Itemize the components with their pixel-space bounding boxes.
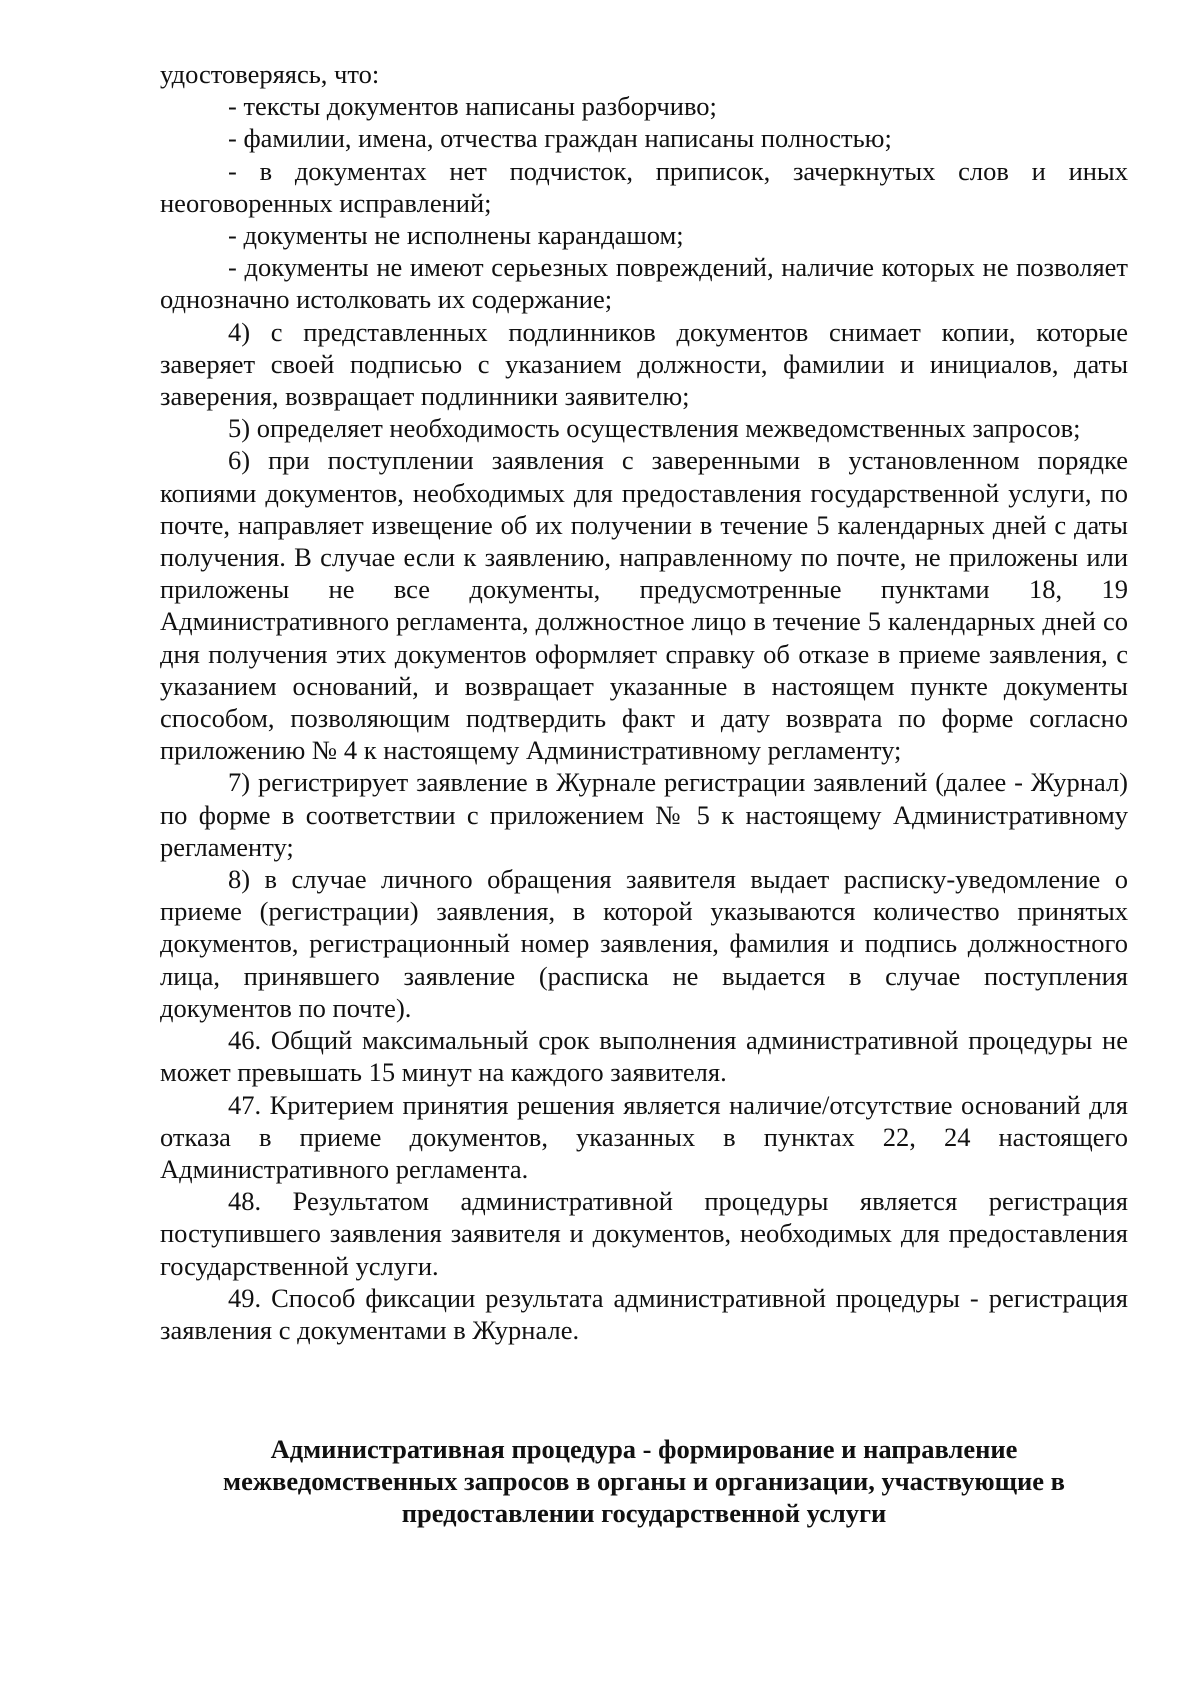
document-body <box>160 58 1128 1346</box>
paragraph-item-6: 6) при поступлении заявления с заверенными в установленном порядке копиями документов, необходимых для предоставления государственной услуги, по почте, направляет извещение об их получении в течение 5 календарных дней с даты получения. В случае если к заявлению, направленному по почте, не приложены или приложены не все документы, предусмотренные пунктами 18, 19 Административного регламента, должностное лицо в течение 5 календарных дней со дня получения этих документов оформляет справку об отказе в приеме заявления, с указанием оснований, и возвращает указанные в настоящем пункте документы способом, позволяющим подтвердить факт и дату возврата по форме согласно приложению № 4 к настоящему Административному регламенту; <box>160 445 1128 766</box>
paragraph-item-8: 8) в случае личного обращения заявителя выдает расписку-уведомление о приеме (регистрации) заявления, в которой указываются количество принятых документов, регистрационный номер заявления, фамилия и подпись должностного лица, принявшего заявление (расписка не выдается в случае поступления документов по почте). <box>160 864 1128 1023</box>
list-item-legible: - тексты документов написаны разборчиво; <box>228 91 717 122</box>
paragraph-47: 47. Критерием принятия решения является наличие/отсутствие оснований для отказа в приеме документов, указанных в пунктах 22, 24 настоящего Административного регламента. <box>160 1089 1128 1184</box>
section-heading-line-1: Административная процедура - формирование и направление <box>270 1434 1018 1464</box>
list-item-names-full: - фамилии, имена, отчества граждан написаны полностью; <box>228 123 892 154</box>
paragraph-48: 48. Результатом административной процедуры является регистрация поступившего заявления заявителя и документов, необходимых для предоставления государственной услуги. <box>160 1186 1128 1281</box>
paragraph-49: 49. Способ фиксации результата административной процедуры - регистрация заявления с документами в Журнале. <box>160 1282 1128 1345</box>
paragraph-item-7: 7) регистрирует заявление в Журнале регистрации заявлений (далее - Журнал) по форме в соответствии с приложением № 5 к настоящему Административному регламенту; <box>160 767 1128 862</box>
list-item-not-pencil: - документы не исполнены карандашом; <box>228 220 684 251</box>
paragraph-item-4: 4) с представленных подлинников документов снимает копии, которые заверяет своей подписью с указанием должности, фамилии и инициалов, даты заверения, возвращает подлинники заявителю; <box>160 316 1128 412</box>
paragraph-46: 46. Общий максимальный срок выполнения административной процедуры не может превышать 15 минут на каждого заявителя. <box>160 1025 1128 1088</box>
section-heading-line-3: предоставлении государственной услуги <box>401 1498 887 1529</box>
list-item-no-erasures: - в документах нет подчисток, приписок, зачеркнутых слов и иных неоговоренных исправлений; <box>160 155 1128 218</box>
section-heading-line-2: межведомственных запросов в органы и организации, участвующие в <box>223 1466 1065 1497</box>
section-heading <box>160 1433 1128 1530</box>
paragraph-item-5: 5) определяет необходимость осуществления межведомственных запросов; <box>228 413 1081 444</box>
list-item-no-damage: - документы не имеют серьезных повреждений, наличие которых не позволяет однозначно истолковать их содержание; <box>160 252 1128 315</box>
paragraph-intro: удостоверяясь, что: <box>160 59 380 89</box>
